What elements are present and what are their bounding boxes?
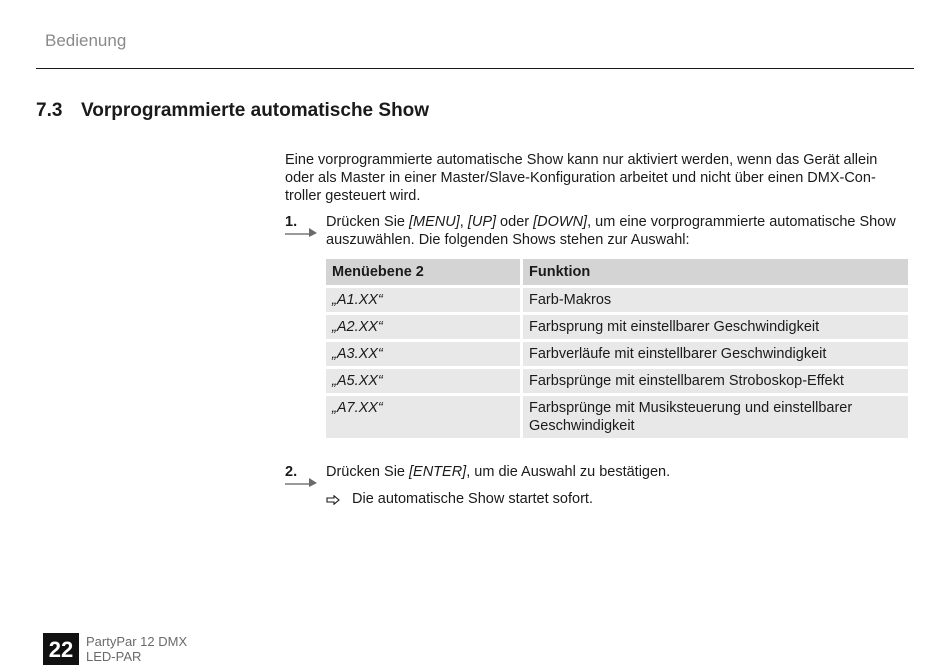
show-table <box>323 256 911 441</box>
result-line <box>326 490 593 508</box>
header-divider <box>36 68 914 69</box>
section-heading <box>36 100 429 122</box>
section-title: Vorprogrammierte automatische Show <box>81 100 430 121</box>
table-cell: „A2.XX“ <box>326 315 520 339</box>
table-row <box>326 396 908 438</box>
step-number: 2. <box>285 464 298 480</box>
product-line-2: LED-PAR <box>86 649 142 664</box>
table-row <box>326 315 908 339</box>
key-enter: [ENTER] <box>409 464 467 480</box>
product-name <box>86 634 187 664</box>
table-cell: Farb-Makros <box>523 288 908 312</box>
table-header: Funktion <box>523 259 908 285</box>
product-line-1: PartyPar 12 DMX <box>86 634 188 649</box>
step-arrow-icon <box>285 227 317 237</box>
page-number: 22 <box>43 633 79 665</box>
table-header-row <box>326 259 908 285</box>
result-text: Die automatische Show startet sofort. <box>352 491 593 507</box>
result-arrow-icon <box>326 490 352 508</box>
intro-paragraph: Eine vorprogrammierte automatische Show kann nur aktiviert werden, wenn das Gerät allein oder als Master in einer Master/Slave-Konfiguration arbeitet und nicht über einen DMX-Con-troller gesteuert wird. <box>285 152 878 204</box>
table-row <box>326 342 908 366</box>
table-cell: „A5.XX“ <box>326 369 520 393</box>
key-up: [UP] <box>467 214 497 230</box>
table-row <box>326 288 908 312</box>
table-cell: Farbsprünge mit Musiksteuerung und einstellbarer Geschwindigkeit <box>523 396 908 438</box>
table-cell: „A3.XX“ <box>326 342 520 366</box>
table-cell: „A7.XX“ <box>326 396 520 438</box>
step-text: Drücken Sie [MENU], [UP] oder [DOWN], um eine vorprogrammierte automatische Show auszuwählen. Die folgenden Shows stehen zur Auswahl: <box>326 214 896 248</box>
table-row <box>326 369 908 393</box>
step-arrow-icon <box>285 477 317 487</box>
section-number: 7.3 <box>36 100 63 121</box>
table-cell: „A1.XX“ <box>326 288 520 312</box>
table-cell: Farbsprünge mit einstellbarem Stroboskop-Effekt <box>523 369 908 393</box>
key-down: [DOWN] <box>533 214 588 230</box>
table-header: Menüebene 2 <box>326 259 520 285</box>
running-header: Bedienung <box>45 31 127 50</box>
step-text: Drücken Sie [ENTER], um die Auswahl zu bestätigen. <box>326 464 671 480</box>
table-cell: Farbverläufe mit einstellbarer Geschwindigkeit <box>523 342 908 366</box>
step-number: 1. <box>285 214 298 230</box>
key-menu: [MENU] <box>409 214 460 230</box>
table-cell: Farbsprung mit einstellbarer Geschwindigkeit <box>523 315 908 339</box>
